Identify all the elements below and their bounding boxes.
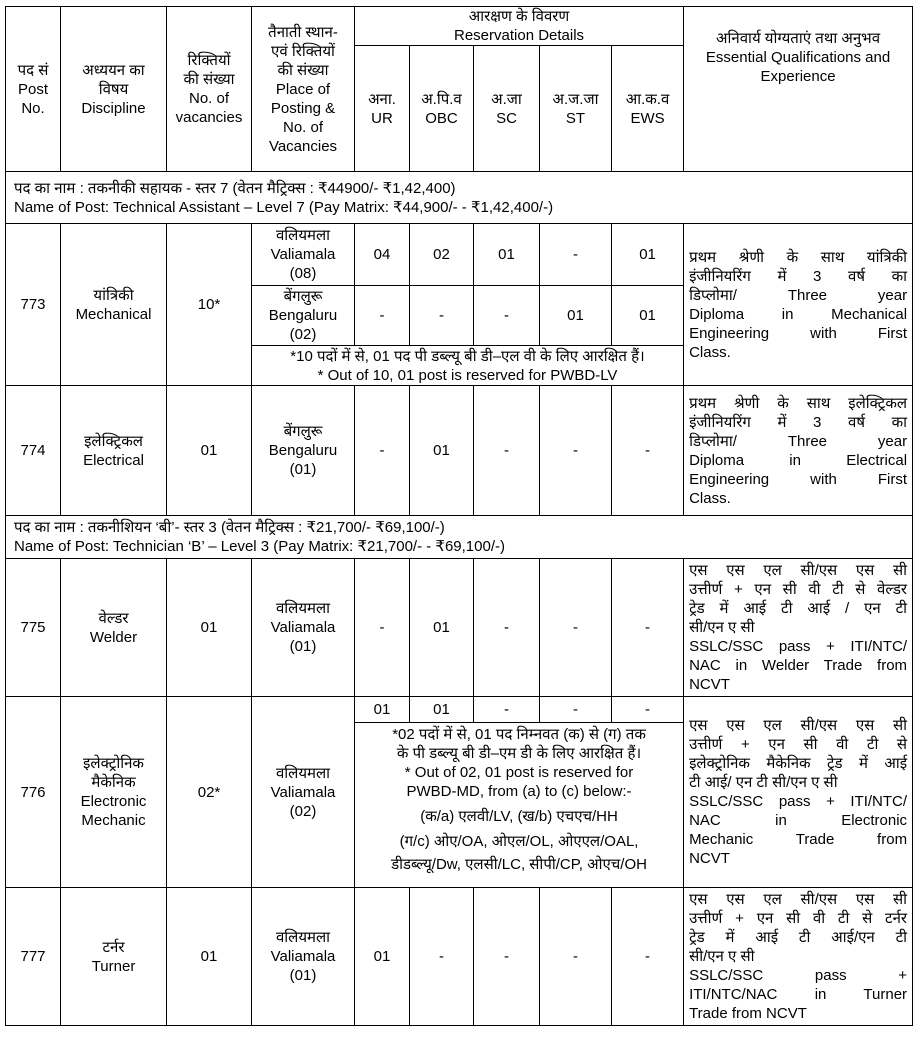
st-777: - [540, 888, 612, 1026]
vacancies-776: 02* [167, 697, 252, 888]
header-category-ews: आ.क.व EWS [612, 46, 684, 172]
header-vacancies: रिक्तियों की संख्या No. of vacancies [167, 7, 252, 172]
ews-776: - [612, 697, 684, 723]
header-discipline: अध्ययन का विषय Discipline [61, 7, 167, 172]
ews-775: - [612, 559, 684, 697]
ur-777: 01 [355, 888, 410, 1026]
place-773-valiamala: वलियमला Valiamala (08) [252, 224, 355, 286]
discipline-774: इलेक्ट्रिकल Electrical [61, 386, 167, 516]
qualification-777: एस एस एल सी/एस एस सी उत्तीर्ण + एन सी वी टी से टर्नर ट्रेड में आई टी आई/एन टी सी/एन ए सी SSLC/SSC pass + ITI/NTC/NAC in Turner Trade from NCVT [684, 888, 913, 1026]
discipline-775: वेल्डर Welder [61, 559, 167, 697]
ur-774: - [355, 386, 410, 516]
section-technical-assistant: पद का नाम : तकनीकी सहायक - स्तर 7 (वेतन मैट्रिक्स : ₹44900/- ₹1,42,400) Name of Post: Technical Assistant – Level 7 (Pay Matrix: ₹44,900/- - ₹1,42,400/-) [6, 172, 913, 224]
ur-775: - [355, 559, 410, 697]
st-775: - [540, 559, 612, 697]
vacancy-table [5, 6, 913, 1026]
obc-776: 01 [410, 697, 474, 723]
qualification-775: एस एस एल सी/एस एस सी उत्तीर्ण + एन सी वी टी से वेल्डर ट्रेड में आई टी आई / एन टी सी/एन ए सी SSLC/SSC pass + ITI/NTC/ NAC in Welder Trade from NCVT [684, 559, 913, 697]
discipline-776: इलेक्ट्रोनिक मैकेनिक Electronic Mechanic [61, 697, 167, 888]
post-no-776: 776 [6, 697, 61, 888]
place-774: बेंगलुरू Bengaluru (01) [252, 386, 355, 516]
st-773-bengaluru: 01 [540, 286, 612, 346]
place-773-bengaluru: बेंगलुरू Bengaluru (02) [252, 286, 355, 346]
st-774: - [540, 386, 612, 516]
post-no-777: 777 [6, 888, 61, 1026]
recruitment-table-page [5, 6, 912, 1024]
discipline-773: यांत्रिकी Mechanical [61, 224, 167, 386]
vacancies-773: 10* [167, 224, 252, 386]
ews-774: - [612, 386, 684, 516]
header-category-ur: अना. UR [355, 46, 410, 172]
vacancies-774: 01 [167, 386, 252, 516]
header-post-no: पद सं Post No. [6, 7, 61, 172]
sc-774: - [474, 386, 540, 516]
header-category-obc: अ.पि.व OBC [410, 46, 474, 172]
obc-773-valiamala: 02 [410, 224, 474, 286]
post-no-773: 773 [6, 224, 61, 386]
ur-776: 01 [355, 697, 410, 723]
obc-773-bengaluru: - [410, 286, 474, 346]
place-775: वलियमला Valiamala (01) [252, 559, 355, 697]
header-place-of-posting: तैनाती स्थान- एवं रिक्तियों की संख्या Place of Posting & No. of Vacancies [252, 7, 355, 172]
note-773-pwbd: *10 पदों में से, 01 पद पी डब्ल्यू बी डी–एल वी के लिए आरक्षित हैं। * Out of 10, 01 post is reserved for PWBD-LV [252, 346, 684, 386]
section-technician-b: पद का नाम : तकनीशियन ‘बी’- स्तर 3 (वेतन मैट्रिक्स : ₹21,700/- ₹69,100/-) Name of Post: Technician ‘B’ – Level 3 (Pay Matrix: ₹21,700/- - ₹69,100/-) [6, 516, 913, 559]
header-category-sc: अ.जा SC [474, 46, 540, 172]
note-776-pwbd: *02 पदों में से, 01 पद निम्नवत (क) से (ग) तक के पी डब्ल्यू बी डी–एम डी के लिए आरक्षित हैं। * Out of 02, 01 post is reserved for PWBD-MD, from (a) to (c) below:- (क/a) एलवी/LV, (ख/b) एचएच/HH (ग/c) ओए/OA, ओएल/OL, ओएएल/OAL, डीडब्ल्यू/Dw, एलसी/LC, सीपी/CP, ओएच/OH [355, 723, 684, 888]
qualification-774: प्रथम श्रेणी के साथ इलेक्ट्रिकल इंजीनियरिंग में 3 वर्ष का डिप्लोमा/ Three year Diploma in Electrical Engineering with First Class. [684, 386, 913, 516]
ews-773-valiamala: 01 [612, 224, 684, 286]
post-no-774: 774 [6, 386, 61, 516]
place-777: वलियमला Valiamala (01) [252, 888, 355, 1026]
header-reservation-details: आरक्षण के विवरण Reservation Details [355, 7, 684, 46]
st-773-valiamala: - [540, 224, 612, 286]
vacancies-775: 01 [167, 559, 252, 697]
qualification-776: एस एस एल सी/एस एस सी उत्तीर्ण + एन सी वी टी से इलेक्ट्रोनिक मैकेनिक ट्रेड में आई टी आई/ एन टी सी/एन ए सी SSLC/SSC pass + ITI/NTC/ NAC in Electronic Mechanic Trade from NCVT [684, 697, 913, 888]
post-no-775: 775 [6, 559, 61, 697]
obc-775: 01 [410, 559, 474, 697]
ews-777: - [612, 888, 684, 1026]
ur-773-valiamala: 04 [355, 224, 410, 286]
ews-773-bengaluru: 01 [612, 286, 684, 346]
discipline-777: टर्नर Turner [61, 888, 167, 1026]
sc-776: - [474, 697, 540, 723]
obc-774: 01 [410, 386, 474, 516]
st-776: - [540, 697, 612, 723]
sc-773-valiamala: 01 [474, 224, 540, 286]
obc-777: - [410, 888, 474, 1026]
sc-775: - [474, 559, 540, 697]
qualification-773: प्रथम श्रेणी के साथ यांत्रिकी इंजीनियरिंग में 3 वर्ष का डिप्लोमा/ Three year Diploma in Mechanical Engineering with First Class. [684, 224, 913, 386]
place-776: वलियमला Valiamala (02) [252, 697, 355, 888]
vacancies-777: 01 [167, 888, 252, 1026]
sc-773-bengaluru: - [474, 286, 540, 346]
ur-773-bengaluru: - [355, 286, 410, 346]
sc-777: - [474, 888, 540, 1026]
header-category-st: अ.ज.जा ST [540, 46, 612, 172]
header-qualifications: अनिवार्य योग्यताएं तथा अनुभव Essential Qualifications and Experience [684, 7, 913, 172]
